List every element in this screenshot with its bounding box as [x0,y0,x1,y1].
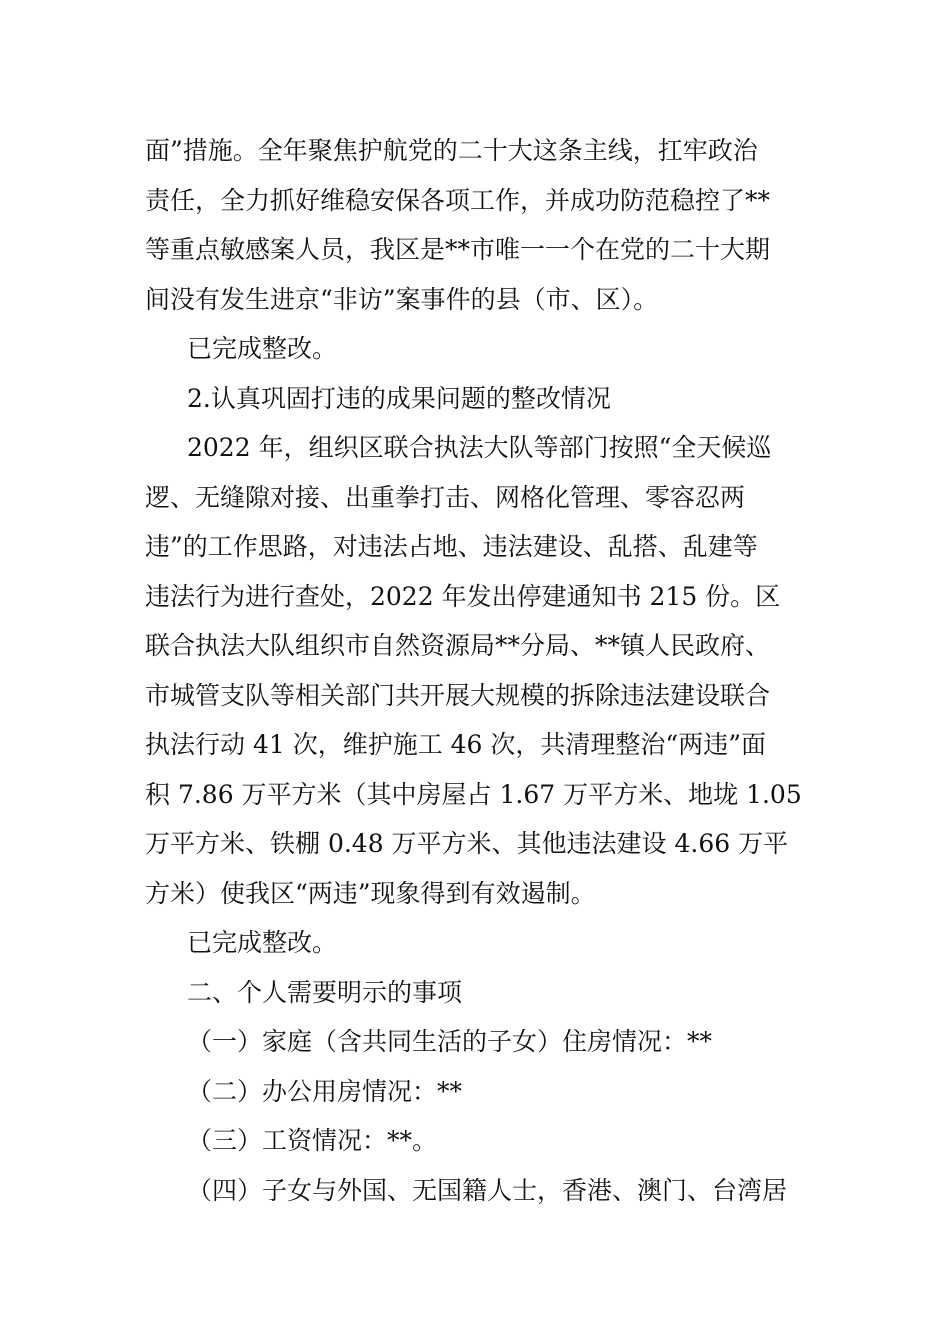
paragraph-line: 执法行动 41 次，维护施工 46 次，共清理整治“两违”面 [145,730,766,759]
section-heading: 2.认真巩固打违的成果问题的整改情况 [187,383,611,413]
list-item: （二）办公用房情况：** [187,1076,463,1106]
paragraph-line: 万平方米、铁棚 0.48 万平方米、其他违法建设 4.66 万平 [145,829,789,858]
document-body [145,126,810,1215]
paragraph-line: 间没有发生进京“非访”案事件的县（市、区）。 [145,284,659,314]
paragraph-line: 逻、无缝隙对接、出重拳打击、网格化管理、零容忍两 [145,482,746,512]
status-line: 已完成整改。 [187,334,338,363]
paragraph-line: 等重点敏感案人员，我区是**市唯一一个在党的二十大期 [145,235,771,264]
paragraph-line: 联合执法大队组织市自然资源局**分局、**镇人民政府、 [145,631,771,660]
paragraph-line: 违”的工作思路，对违法占地、违法建设、乱搭、乱建等 [145,532,758,561]
list-item: （四）子女与外国、无国籍人士，香港、澳门、台湾居 [187,1175,788,1205]
section-heading: 二、个人需要明示的事项 [187,977,463,1007]
paragraph-line: 方米）使我区“两违”现象得到有效遏制。 [145,878,596,908]
paragraph-line: 面”措施。全年聚焦护航党的二十大这条主线，扛牢政治 [145,136,758,165]
paragraph-line: 责任，全力抓好维稳安保各项工作，并成功防范稳控了** [145,185,771,215]
paragraph-line: 2022 年，组织区联合执法大队等部门按照“全天候巡 [187,433,772,462]
list-item: （三）工资情况：**。 [187,1126,438,1155]
paragraph-line: 违法行为进行查处，2022 年发出停建通知书 215 份。区 [145,581,781,611]
paragraph-line: 积 7.86 万平方米（其中房屋占 1.67 万平方米、地垅 1.05 [145,779,802,809]
paragraph-line: 市城管支队等相关部门共开展大规模的拆除违法建设联合 [145,680,771,710]
status-line: 已完成整改。 [187,928,338,957]
list-item: （一）家庭（含共同生活的子女）住房情况：** [187,1027,713,1056]
